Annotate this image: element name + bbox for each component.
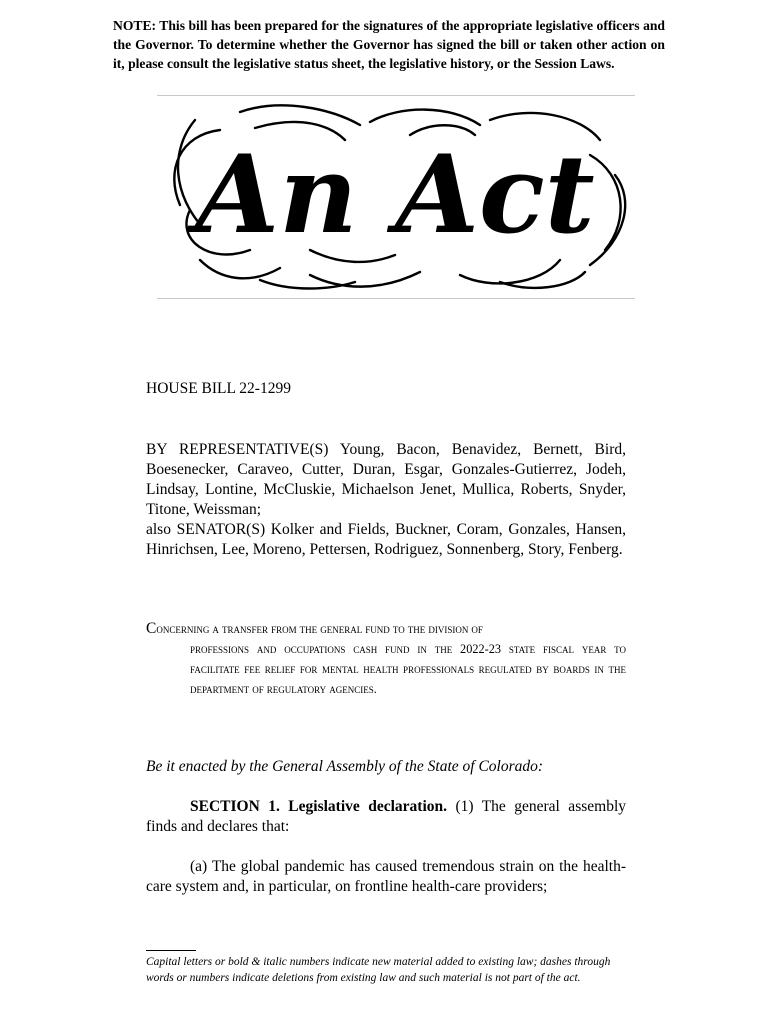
svg-text:An Act: An Act bbox=[195, 132, 595, 258]
senate-sponsors: also SENATOR(S) Kolker and Fields, Buckner, Coram, Gonzales, Hansen, Hinrichsen, Lee, Moreno, Pettersen, Rodriguez, Sonnenberg, Story, Fenberg. bbox=[146, 521, 626, 558]
section-1-text: (1) The general assembly finds and declares that: bbox=[146, 798, 626, 835]
footnote: Capital letters or bold & italic numbers indicate new material added to existing law; dashes through words or numbers indicate deletions from existing law and such material is not part of the act. bbox=[146, 956, 611, 984]
bill-number: HOUSE BILL 22-1299 bbox=[146, 380, 291, 397]
section-1-heading: SECTION 1. Legislative declaration. bbox=[190, 798, 447, 815]
header-rule-bottom bbox=[157, 298, 635, 299]
an-act-blackletter-emblem-icon bbox=[160, 100, 630, 295]
enacting-clause: Be it enacted by the General Assembly of the State of Colorado: bbox=[146, 758, 544, 775]
paragraph-a: (a) The global pandemic has caused tremendous strain on the health-care system and, in particular, on frontline health-care providers; bbox=[146, 858, 626, 895]
house-sponsors: BY REPRESENTATIVE(S) Young, Bacon, Benavidez, Bernett, Bird, Boesenecker, Caraveo, Cutter, Duran, Esgar, Gonzales-Gutierrez, Jodeh, Lindsay, Lontine, McCluskie, Michaelson Jenet, Mullica, Roberts, Snyder, Titone, Weissman; bbox=[146, 441, 626, 518]
title-first-line: oncerning a transfer from the general fund to the division of bbox=[156, 622, 483, 636]
section-1 bbox=[146, 797, 626, 837]
sponsors-block bbox=[146, 440, 626, 560]
title-remainder: professions and occupations cash fund in the 2022-23 state fiscal year to facilitate fee relief for mental health professionals regulated by boards in the department of regulatory agencies. bbox=[190, 642, 626, 696]
an-act-emblem bbox=[160, 100, 630, 295]
footnote-rule bbox=[146, 950, 196, 951]
bill-title bbox=[146, 619, 626, 699]
header-rule-top bbox=[157, 95, 635, 96]
status-note: NOTE: This bill has been prepared for the signatures of the appropriate legislative officers and the Governor. To determine whether the Governor has signed the bill or taken other action on it, please consult the legislative status sheet, the legislative history, or the Session Laws. bbox=[113, 18, 665, 71]
title-initial: C bbox=[146, 620, 157, 637]
